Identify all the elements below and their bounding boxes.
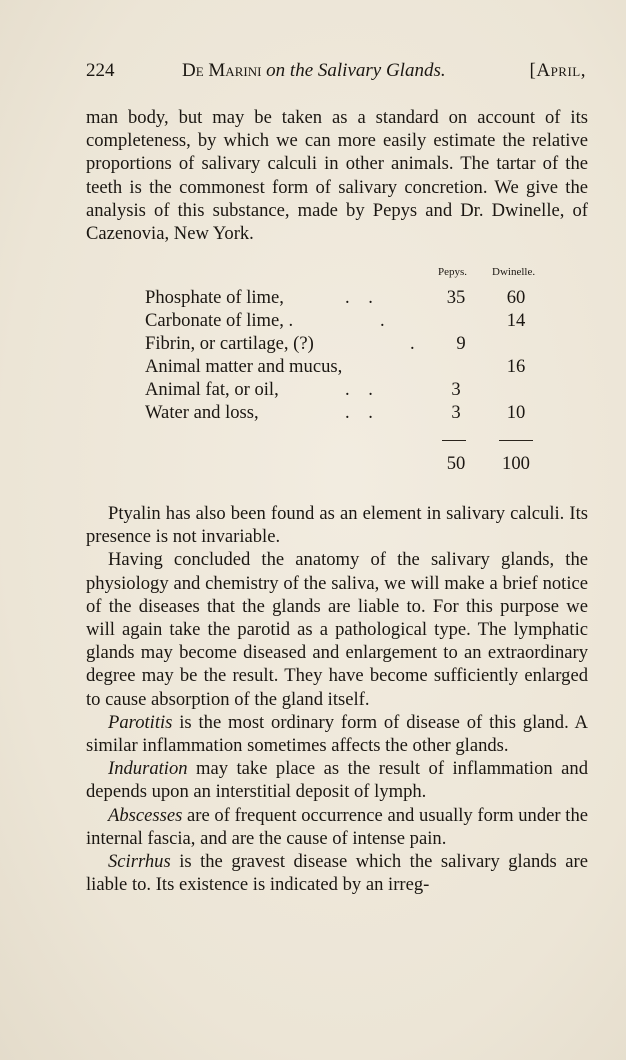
- row-label: Animal matter and mucus,: [145, 356, 343, 377]
- page-number: 224: [86, 60, 115, 81]
- author-name: De Marini: [182, 60, 262, 81]
- table-row: [145, 401, 259, 424]
- total-pepys: 50: [446, 453, 466, 474]
- cell-pepys: [436, 355, 476, 378]
- table-row: [145, 286, 284, 309]
- article-title: on the Salivary Glands.: [261, 60, 446, 81]
- table-row: [145, 332, 314, 355]
- total-dwinelle: 100: [502, 453, 530, 474]
- col-header-pepys: Pepys.: [438, 266, 468, 278]
- term-induration: Induration: [108, 758, 188, 780]
- paragraph-abscesses: [86, 804, 588, 850]
- row-label: Animal fat, or oil,: [145, 379, 279, 400]
- cell-pepys: 9: [456, 333, 466, 354]
- cell-dwinelle: 60: [506, 287, 526, 308]
- abscesses-text: are of frequent occurrence and usually form under the internal fascia, and are the cause of intense pain.: [86, 804, 588, 849]
- paragraph-ptyalin: Ptyalin has also been found as an element in salivary calculi. Its presence is not invariable.: [86, 503, 588, 548]
- term-abscesses: Abscesses: [108, 804, 183, 826]
- row-leaders: .: [410, 333, 415, 354]
- intro-paragraph: man body, but may be taken as a standard on account of its completeness, by which we can more easily estimate the relative proportions of salivary calculi in other animals. The tartar of the teeth is the commonest form of salivary concretion. We give the analysis of this substance, made by Pepys and Dr. Dwinelle, of Cazenovia, New York.: [86, 107, 588, 245]
- intro-text: [86, 106, 588, 245]
- cell-dwinelle: 14: [506, 310, 526, 331]
- cell-pepys: 3: [451, 379, 461, 400]
- scirrhus-text: is the gravest disease which the salivary glands are liable to. Its existence is indicated by an irreg-: [86, 851, 588, 896]
- cell-pepys: 35: [446, 287, 466, 308]
- row-label: Phosphate of lime,: [145, 287, 284, 308]
- induration-text: may take place as the result of inflammation and depends upon an interstitial deposit of lymph.: [86, 758, 588, 803]
- paragraph-scirrhus: [86, 850, 588, 896]
- paragraph-induration: [86, 757, 588, 803]
- running-header: [86, 60, 586, 86]
- cell-dwinelle: [496, 332, 536, 355]
- total-rule-pepys: [442, 440, 466, 441]
- row-label: Fibrin, or cartilage, (?): [145, 333, 314, 354]
- total-rule-dwinelle: [499, 440, 533, 441]
- body-text: [86, 502, 588, 896]
- paragraph-parotitis: [86, 711, 588, 757]
- parotitis-text: is the most ordinary form of disease of this gland. A similar inflammation sometimes affects the other glands.: [86, 711, 588, 757]
- cell-dwinelle: 10: [506, 402, 526, 423]
- term-parotitis: Parotitis: [108, 711, 173, 733]
- cell-dwinelle: [496, 378, 536, 401]
- cell-dwinelle: 16: [506, 356, 526, 377]
- row-label: Water and loss,: [145, 402, 259, 423]
- row-leaders: . .: [345, 379, 373, 400]
- table-row: [145, 378, 279, 401]
- cell-pepys: 3: [451, 402, 461, 423]
- row-leaders: . .: [345, 287, 373, 308]
- running-title: [182, 60, 446, 82]
- row-leaders: . .: [345, 402, 373, 423]
- paragraph-having: Having concluded the anatomy of the salivary glands, the physiology and chemistry of the saliva, we will make a brief notice of the diseases that the glands are liable to. For this purpose we will again take the parotid as a pathological type. The lymphatic glands may become diseased and enlargement to an extraordinary degree may be the result. They have become sufficiently enlarged to cause absorption of the gland itself.: [86, 549, 588, 710]
- col-header-dwinelle: Dwinelle.: [492, 266, 536, 278]
- term-scirrhus: Scirrhus: [108, 851, 171, 873]
- cell-pepys: [436, 309, 476, 332]
- row-leaders: .: [380, 310, 385, 331]
- row-label: Carbonate of lime, .: [145, 310, 294, 331]
- table-row: [145, 355, 342, 378]
- issue-date: [April,: [529, 60, 586, 81]
- table-row: [145, 309, 293, 332]
